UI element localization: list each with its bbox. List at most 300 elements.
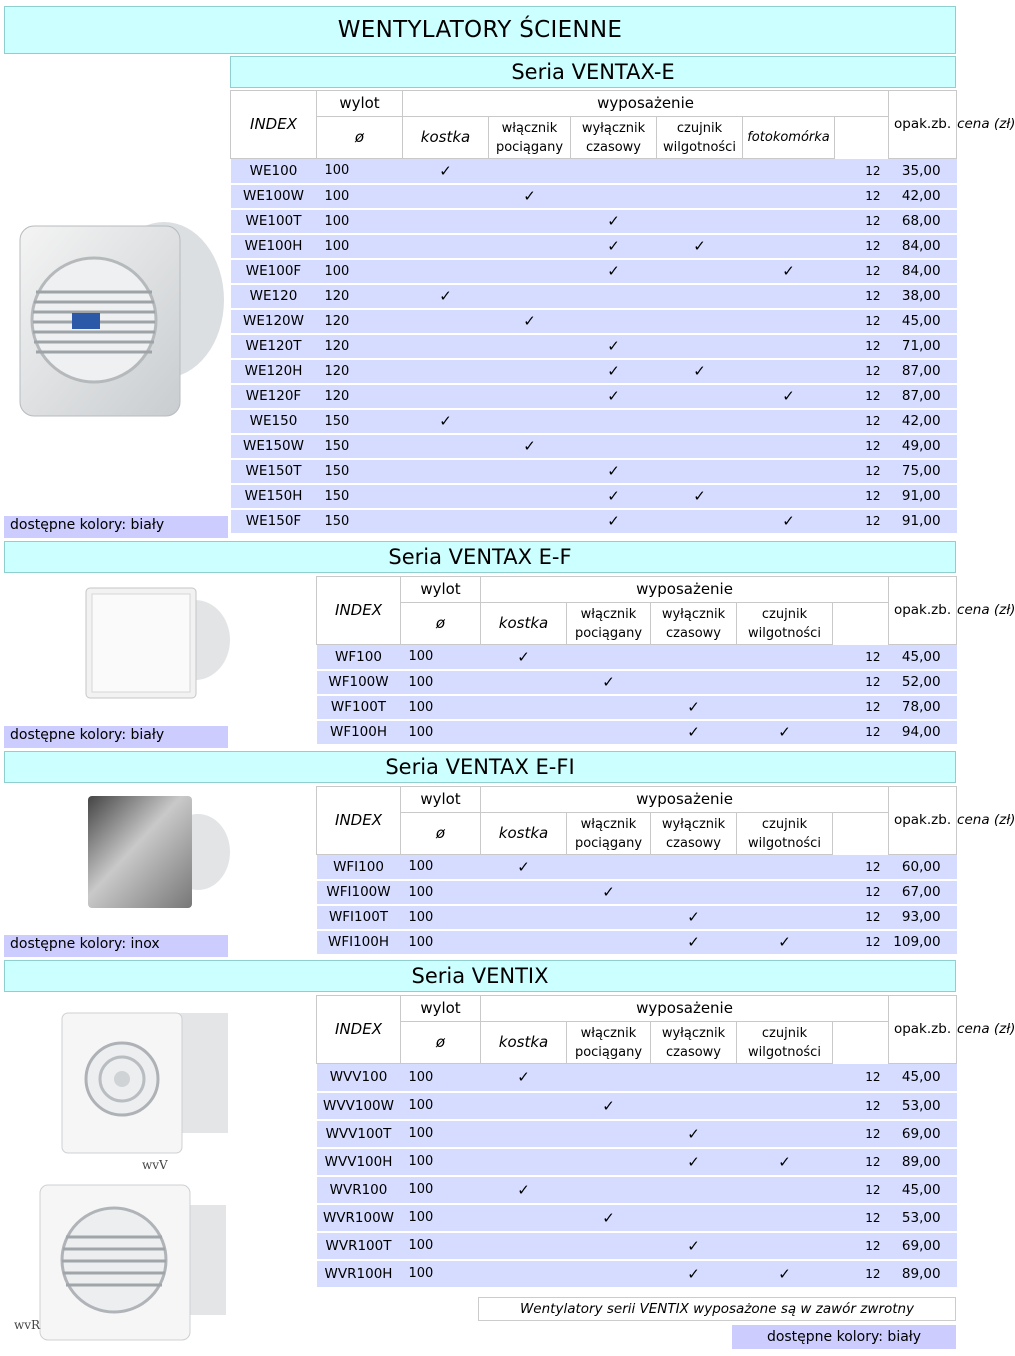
- cell-opak: 12: [833, 1176, 889, 1204]
- cell-index: WF100T: [317, 695, 401, 720]
- header-index: INDEX: [231, 91, 317, 159]
- cell-check: [489, 209, 571, 234]
- cell-index: WE100W: [231, 184, 317, 209]
- cell-check: [737, 1120, 833, 1148]
- header-czujnik-wilgotnosci: [737, 1022, 833, 1064]
- cell-check: [571, 284, 657, 309]
- cell-check: [403, 209, 489, 234]
- header-opak: opak.zb.: [889, 577, 957, 645]
- cell-check: [737, 1064, 833, 1092]
- cell-price: 60,00: [889, 855, 957, 880]
- cell-check: ✓: [567, 1204, 651, 1232]
- header-line: wyłącznik: [661, 606, 726, 622]
- table-row: [231, 434, 957, 459]
- header-diameter: ø: [401, 1022, 481, 1064]
- cell-index: WE120F: [231, 384, 317, 409]
- cell-check: ✓: [403, 159, 489, 184]
- cell-check: ✓: [651, 905, 737, 930]
- cell-check: [737, 645, 833, 670]
- ventax-ef-fan-icon: [80, 580, 230, 710]
- cell-check: [743, 309, 835, 334]
- cell-price: 93,00: [889, 905, 957, 930]
- header-wylot: wylot: [317, 91, 403, 117]
- cell-price: 84,00: [889, 259, 957, 284]
- cell-index: WVV100W: [317, 1092, 401, 1120]
- cell-check: [657, 434, 743, 459]
- cell-check: [481, 695, 567, 720]
- cell-price: 84,00: [889, 234, 957, 259]
- table-row: [317, 720, 957, 745]
- cell-check: [651, 1064, 737, 1092]
- cell-diameter: 100: [317, 234, 403, 259]
- cell-check: ✓: [657, 234, 743, 259]
- cell-diameter: 100: [401, 905, 481, 930]
- cell-check: [737, 880, 833, 905]
- cell-price: 68,00: [889, 209, 957, 234]
- cell-price: 42,00: [889, 184, 957, 209]
- header-wylot: wylot: [401, 996, 481, 1022]
- cell-check: [743, 159, 835, 184]
- cell-diameter: 150: [317, 434, 403, 459]
- price-table: INDEX wylot wyposażenie opak.zb. cena (zł) ø kostka włącznik pociągany wyłącznik czasowy czujnik wilgotności WFI100 100 ✓ 12 60,00 WFI100W 100 ✓ 12 67,00 WFI100T 100 ✓ 12 93,00 WFI100H 100 ✓ ✓ 12 109,00: [316, 786, 957, 956]
- cell-check: [657, 459, 743, 484]
- cell-price: 42,00: [889, 409, 957, 434]
- header-line: włącznik: [580, 1025, 637, 1041]
- cell-opak: 12: [833, 905, 889, 930]
- cell-check: [657, 259, 743, 284]
- cell-check: [743, 184, 835, 209]
- table-row: [231, 409, 957, 434]
- page-title: WENTYLATORY ŚCIENNE: [337, 17, 623, 43]
- table-row: [231, 384, 957, 409]
- cell-check: ✓: [571, 234, 657, 259]
- cell-check: [489, 509, 571, 534]
- table-row: [231, 259, 957, 284]
- header-wyposazenie: wyposażenie: [403, 91, 889, 117]
- cell-price: 78,00: [889, 695, 957, 720]
- cell-check: [651, 1204, 737, 1232]
- price-table: INDEX wylot wyposażenie opak.zb. cena (zł) ø kostka włącznik pociągany wyłącznik czasowy czujnik wilgotności fotokomórka WE100 100 ✓ 12 35,00 WE100W 100 ✓ 12 42,00 WE100T 100 ✓ 12 68,00 WE100H 100 ✓ ✓ 12 84,00 WE100F 100 ✓ ✓ 12 84,00 WE120 120 ✓ 12 38,00 WE120W 120 ✓ 12 45,00 WE120T 120 ✓ 12 71,00 WE120H 120 ✓ ✓ 12 87,00 WE120F 120 ✓ ✓ 12 87,00 WE150 150 ✓ 12 42,00 WE150W 150 ✓ 12 49,00 WE150T 150 ✓ 12 75,00 WE150H 150 ✓ ✓ 12 91,00 WE150F 150 ✓ ✓ 12 91,00: [230, 90, 957, 535]
- table-row: [317, 670, 957, 695]
- cell-check: ✓: [651, 1260, 737, 1288]
- table-row: [317, 695, 957, 720]
- header-line: wyłącznik: [661, 816, 726, 832]
- cell-check: [571, 159, 657, 184]
- cell-diameter: 100: [401, 720, 481, 745]
- cell-index: WE150T: [231, 459, 317, 484]
- cell-check: [651, 1176, 737, 1204]
- cell-check: [567, 1260, 651, 1288]
- header-kostka: kostka: [481, 603, 567, 645]
- cell-index: WVR100: [317, 1176, 401, 1204]
- header-kostka: kostka: [481, 1022, 567, 1064]
- cell-price: 75,00: [889, 459, 957, 484]
- colors-label: dostępne kolory: biały: [4, 726, 228, 748]
- header-diameter: ø: [401, 813, 481, 855]
- series-ventax-efi-title: Seria VENTAX E-FI: [385, 755, 575, 779]
- cell-check: [403, 234, 489, 259]
- cell-check: [737, 695, 833, 720]
- cell-diameter: 100: [401, 695, 481, 720]
- cell-check: [567, 645, 651, 670]
- cell-check: [489, 259, 571, 284]
- cell-index: WFI100H: [317, 930, 401, 955]
- cell-diameter: 100: [401, 1148, 481, 1176]
- cell-check: [403, 359, 489, 384]
- cell-check: [481, 905, 567, 930]
- cell-opak: 12: [835, 459, 889, 484]
- table-row: [317, 1148, 957, 1176]
- cell-check: ✓: [743, 509, 835, 534]
- header-wlacznik-pociagany: [567, 1022, 651, 1064]
- series-ventax-ef-title: Seria VENTAX E-F: [388, 545, 572, 569]
- header-line: czasowy: [666, 625, 721, 641]
- cell-check: ✓: [571, 334, 657, 359]
- cell-check: [571, 184, 657, 209]
- cell-check: [657, 384, 743, 409]
- cell-diameter: 100: [401, 645, 481, 670]
- cell-check: [657, 509, 743, 534]
- cell-diameter: 100: [401, 930, 481, 955]
- cell-check: ✓: [567, 880, 651, 905]
- header-wyposazenie: wyposażenie: [481, 787, 889, 813]
- header-wylacznik-czasowy: [651, 813, 737, 855]
- cell-opak: 12: [835, 509, 889, 534]
- cell-check: [737, 1176, 833, 1204]
- cell-check: [657, 209, 743, 234]
- cell-opak: 12: [833, 1064, 889, 1092]
- header-line: wyłącznik: [581, 120, 646, 136]
- cell-diameter: 120: [317, 309, 403, 334]
- cell-check: [567, 1232, 651, 1260]
- cell-check: [743, 284, 835, 309]
- cell-check: ✓: [657, 484, 743, 509]
- cell-diameter: 120: [317, 284, 403, 309]
- header-czujnik-wilgotnosci: [737, 603, 833, 645]
- cell-check: [743, 234, 835, 259]
- cell-check: [489, 409, 571, 434]
- cell-check: [743, 334, 835, 359]
- header-line: pociągany: [574, 1044, 643, 1060]
- header-diameter: ø: [401, 603, 481, 645]
- table-row: [317, 1260, 957, 1288]
- cell-index: WVV100H: [317, 1148, 401, 1176]
- cell-opak: 12: [833, 695, 889, 720]
- cell-index: WE100T: [231, 209, 317, 234]
- cell-price: 91,00: [889, 484, 957, 509]
- table-row: [317, 1176, 957, 1204]
- price-table: INDEX wylot wyposażenie opak.zb. cena (zł) ø kostka włącznik pociągany wyłącznik czasowy czujnik wilgotności WVV100 100 ✓ 12 45,00 WVV100W 100 ✓ 12 53,00 WVV100T 100 ✓ 12 69,00 WVV100H 100 ✓ ✓ 12 89,00 WVR100 100 ✓ 12 45,00 WVR100W 100 ✓ 12 53,00 WVR100T 100 ✓ 12 69,00 WVR100H 100 ✓ ✓ 12 89,00: [316, 995, 957, 1289]
- header-wylacznik-czasowy: [571, 117, 657, 159]
- cell-check: ✓: [737, 1148, 833, 1176]
- cell-check: ✓: [651, 695, 737, 720]
- cell-check: ✓: [743, 384, 835, 409]
- cell-diameter: 120: [317, 334, 403, 359]
- cell-opak: 12: [835, 409, 889, 434]
- cell-check: ✓: [651, 1232, 737, 1260]
- header-czujnik-wilgotnosci: [657, 117, 743, 159]
- header-line: wilgotności: [748, 1044, 821, 1060]
- cell-check: ✓: [489, 434, 571, 459]
- cell-check: ✓: [651, 930, 737, 955]
- cell-diameter: 100: [401, 1204, 481, 1232]
- table-row: [231, 334, 957, 359]
- header-kostka: kostka: [403, 117, 489, 159]
- price-table: INDEX wylot wyposażenie opak.zb. cena (zł) ø kostka włącznik pociągany wyłącznik czasowy czujnik wilgotności WF100 100 ✓ 12 45,00 WF100W 100 ✓ 12 52,00 WF100T 100 ✓ 12 78,00 WF100H 100 ✓ ✓ 12 94,00: [316, 576, 957, 746]
- cell-check: [743, 409, 835, 434]
- cell-check: [743, 359, 835, 384]
- cell-check: [567, 1120, 651, 1148]
- header-line: wilgotności: [663, 139, 736, 155]
- cell-check: [737, 855, 833, 880]
- table-row: [317, 930, 957, 955]
- cell-opak: 12: [835, 209, 889, 234]
- cell-index: WF100: [317, 645, 401, 670]
- cell-price: 87,00: [889, 384, 957, 409]
- cell-opak: 12: [835, 309, 889, 334]
- cell-opak: 12: [833, 1092, 889, 1120]
- cell-opak: 12: [835, 259, 889, 284]
- cell-opak: 12: [835, 159, 889, 184]
- cell-check: [567, 855, 651, 880]
- header-fotokomorka: fotokomórka: [743, 117, 835, 159]
- cell-check: [403, 334, 489, 359]
- header-line: czujnik: [761, 816, 808, 832]
- header-line: pociągany: [574, 835, 643, 851]
- cell-check: [403, 309, 489, 334]
- table-row: [231, 284, 957, 309]
- cell-check: [657, 334, 743, 359]
- header-line: pociągany: [574, 625, 643, 641]
- cell-opak: 12: [833, 645, 889, 670]
- cell-check: [743, 459, 835, 484]
- cell-price: 91,00: [889, 509, 957, 534]
- cell-opak: 12: [835, 384, 889, 409]
- cell-check: [403, 459, 489, 484]
- cell-check: [403, 384, 489, 409]
- cell-opak: 12: [835, 234, 889, 259]
- cell-price: 45,00: [889, 645, 957, 670]
- cell-index: WE150W: [231, 434, 317, 459]
- cell-index: WE150H: [231, 484, 317, 509]
- cell-opak: 12: [833, 855, 889, 880]
- cell-diameter: 120: [317, 384, 403, 409]
- cell-opak: 12: [833, 1204, 889, 1232]
- model-label-wvv: wvV: [142, 1158, 168, 1172]
- header-line: włącznik: [580, 816, 637, 832]
- cell-check: [737, 1204, 833, 1232]
- header-opak: opak.zb.: [889, 91, 957, 159]
- cell-check: [403, 509, 489, 534]
- cell-index: WE100H: [231, 234, 317, 259]
- cell-diameter: 100: [401, 670, 481, 695]
- series-ventax-e-title: Seria VENTAX-E: [511, 60, 675, 84]
- cell-diameter: 100: [317, 259, 403, 284]
- table-row: [317, 1064, 957, 1092]
- header-line: czujnik: [676, 120, 723, 136]
- cell-diameter: 100: [401, 1260, 481, 1288]
- cell-opak: 12: [835, 284, 889, 309]
- cell-check: ✓: [571, 509, 657, 534]
- cell-check: [567, 695, 651, 720]
- table-row: [231, 159, 957, 184]
- header-line: wilgotności: [748, 625, 821, 641]
- cell-diameter: 100: [401, 1064, 481, 1092]
- cell-check: [403, 484, 489, 509]
- table-row: [317, 1204, 957, 1232]
- cell-check: [489, 384, 571, 409]
- cell-opak: 12: [835, 184, 889, 209]
- cell-check: [567, 1064, 651, 1092]
- cell-price: 45,00: [889, 309, 957, 334]
- table-row: [317, 1120, 957, 1148]
- cell-price: 53,00: [889, 1204, 957, 1232]
- header-index: INDEX: [317, 787, 401, 855]
- cell-check: [481, 880, 567, 905]
- cell-price: 45,00: [889, 1176, 957, 1204]
- cell-index: WE120T: [231, 334, 317, 359]
- cell-index: WE120: [231, 284, 317, 309]
- cell-check: [489, 334, 571, 359]
- cell-opak: 12: [833, 930, 889, 955]
- table-row: [231, 459, 957, 484]
- header-diameter: ø: [317, 117, 403, 159]
- cell-index: WE100: [231, 159, 317, 184]
- cell-check: [489, 359, 571, 384]
- cell-opak: 12: [835, 359, 889, 384]
- header-wylot: wylot: [401, 577, 481, 603]
- cell-check: [489, 459, 571, 484]
- cell-opak: 12: [835, 334, 889, 359]
- cell-check: ✓: [651, 1148, 737, 1176]
- cell-check: [651, 670, 737, 695]
- table-row: [231, 234, 957, 259]
- cell-price: 35,00: [889, 159, 957, 184]
- cell-check: [737, 1232, 833, 1260]
- ventax-efi-fan-icon: [80, 790, 230, 925]
- cell-index: WVR100W: [317, 1204, 401, 1232]
- cell-check: ✓: [571, 459, 657, 484]
- cell-price: 94,00: [889, 720, 957, 745]
- cell-diameter: 100: [317, 209, 403, 234]
- cell-opak: 12: [833, 1232, 889, 1260]
- cell-check: ✓: [571, 384, 657, 409]
- cell-check: [481, 1092, 567, 1120]
- cell-check: [657, 184, 743, 209]
- cell-opak: 12: [835, 434, 889, 459]
- cell-opak: 12: [833, 1148, 889, 1176]
- ventix-note: Wentylatory serii VENTIX wyposażone są w zawór zwrotny: [478, 1297, 956, 1321]
- table-row: [231, 184, 957, 209]
- header-wylot: wylot: [401, 787, 481, 813]
- header-line: włącznik: [580, 606, 637, 622]
- cell-opak: 12: [833, 670, 889, 695]
- header-line: czujnik: [761, 1025, 808, 1041]
- cell-check: ✓: [737, 1260, 833, 1288]
- ventax-e-fan-icon: [14, 200, 224, 430]
- cell-diameter: 100: [401, 855, 481, 880]
- table-row: [231, 359, 957, 384]
- header-wyposazenie: wyposażenie: [481, 577, 889, 603]
- cell-check: [403, 259, 489, 284]
- cell-price: 71,00: [889, 334, 957, 359]
- header-wlacznik-pociagany: [567, 603, 651, 645]
- cell-check: [481, 1204, 567, 1232]
- header-wyposazenie: wyposażenie: [481, 996, 889, 1022]
- table-row: [231, 309, 957, 334]
- cell-check: [737, 905, 833, 930]
- table-row: [317, 1092, 957, 1120]
- cell-check: ✓: [571, 359, 657, 384]
- cell-price: 49,00: [889, 434, 957, 459]
- cell-check: ✓: [743, 259, 835, 284]
- cell-diameter: 150: [317, 509, 403, 534]
- header-line: czujnik: [761, 606, 808, 622]
- cell-check: ✓: [567, 1092, 651, 1120]
- cell-diameter: 100: [317, 184, 403, 209]
- cell-check: ✓: [657, 359, 743, 384]
- table-row: [317, 1232, 957, 1260]
- cell-check: [743, 484, 835, 509]
- cell-check: [481, 1120, 567, 1148]
- cell-diameter: 100: [401, 1176, 481, 1204]
- cell-index: WFI100: [317, 855, 401, 880]
- cell-check: [657, 409, 743, 434]
- cell-check: [651, 855, 737, 880]
- cell-check: [743, 434, 835, 459]
- cell-check: [567, 930, 651, 955]
- cell-check: [657, 159, 743, 184]
- cell-check: ✓: [737, 930, 833, 955]
- header-line: wyłącznik: [661, 1025, 726, 1041]
- colors-label: dostępne kolory: biały: [4, 516, 228, 538]
- cell-price: 53,00: [889, 1092, 957, 1120]
- cell-check: [567, 1148, 651, 1176]
- cell-check: [571, 409, 657, 434]
- cell-index: WE120W: [231, 309, 317, 334]
- cell-check: ✓: [489, 309, 571, 334]
- cell-price: 52,00: [889, 670, 957, 695]
- header-opak: opak.zb.: [889, 787, 957, 855]
- cell-check: ✓: [571, 209, 657, 234]
- header-czujnik-wilgotnosci: [737, 813, 833, 855]
- header-index: INDEX: [317, 577, 401, 645]
- cell-check: [657, 284, 743, 309]
- cell-check: [481, 1232, 567, 1260]
- cell-price: 69,00: [889, 1120, 957, 1148]
- cell-opak: 12: [833, 1120, 889, 1148]
- cell-check: [481, 670, 567, 695]
- cell-check: [489, 159, 571, 184]
- table-row: [231, 484, 957, 509]
- header-line: czasowy: [666, 835, 721, 851]
- cell-opak: 12: [833, 880, 889, 905]
- cell-index: WFI100T: [317, 905, 401, 930]
- header-line: włącznik: [501, 120, 558, 136]
- header-line: czasowy: [586, 139, 641, 155]
- cell-check: [651, 880, 737, 905]
- cell-index: WE120H: [231, 359, 317, 384]
- header-wylacznik-czasowy: [651, 1022, 737, 1064]
- cell-index: WE150F: [231, 509, 317, 534]
- cell-index: WVV100: [317, 1064, 401, 1092]
- cell-index: WVV100T: [317, 1120, 401, 1148]
- cell-price: 69,00: [889, 1232, 957, 1260]
- cell-price: 38,00: [889, 284, 957, 309]
- header-kostka: kostka: [481, 813, 567, 855]
- model-label-wvr: wvR: [14, 1318, 41, 1332]
- cell-check: [737, 1092, 833, 1120]
